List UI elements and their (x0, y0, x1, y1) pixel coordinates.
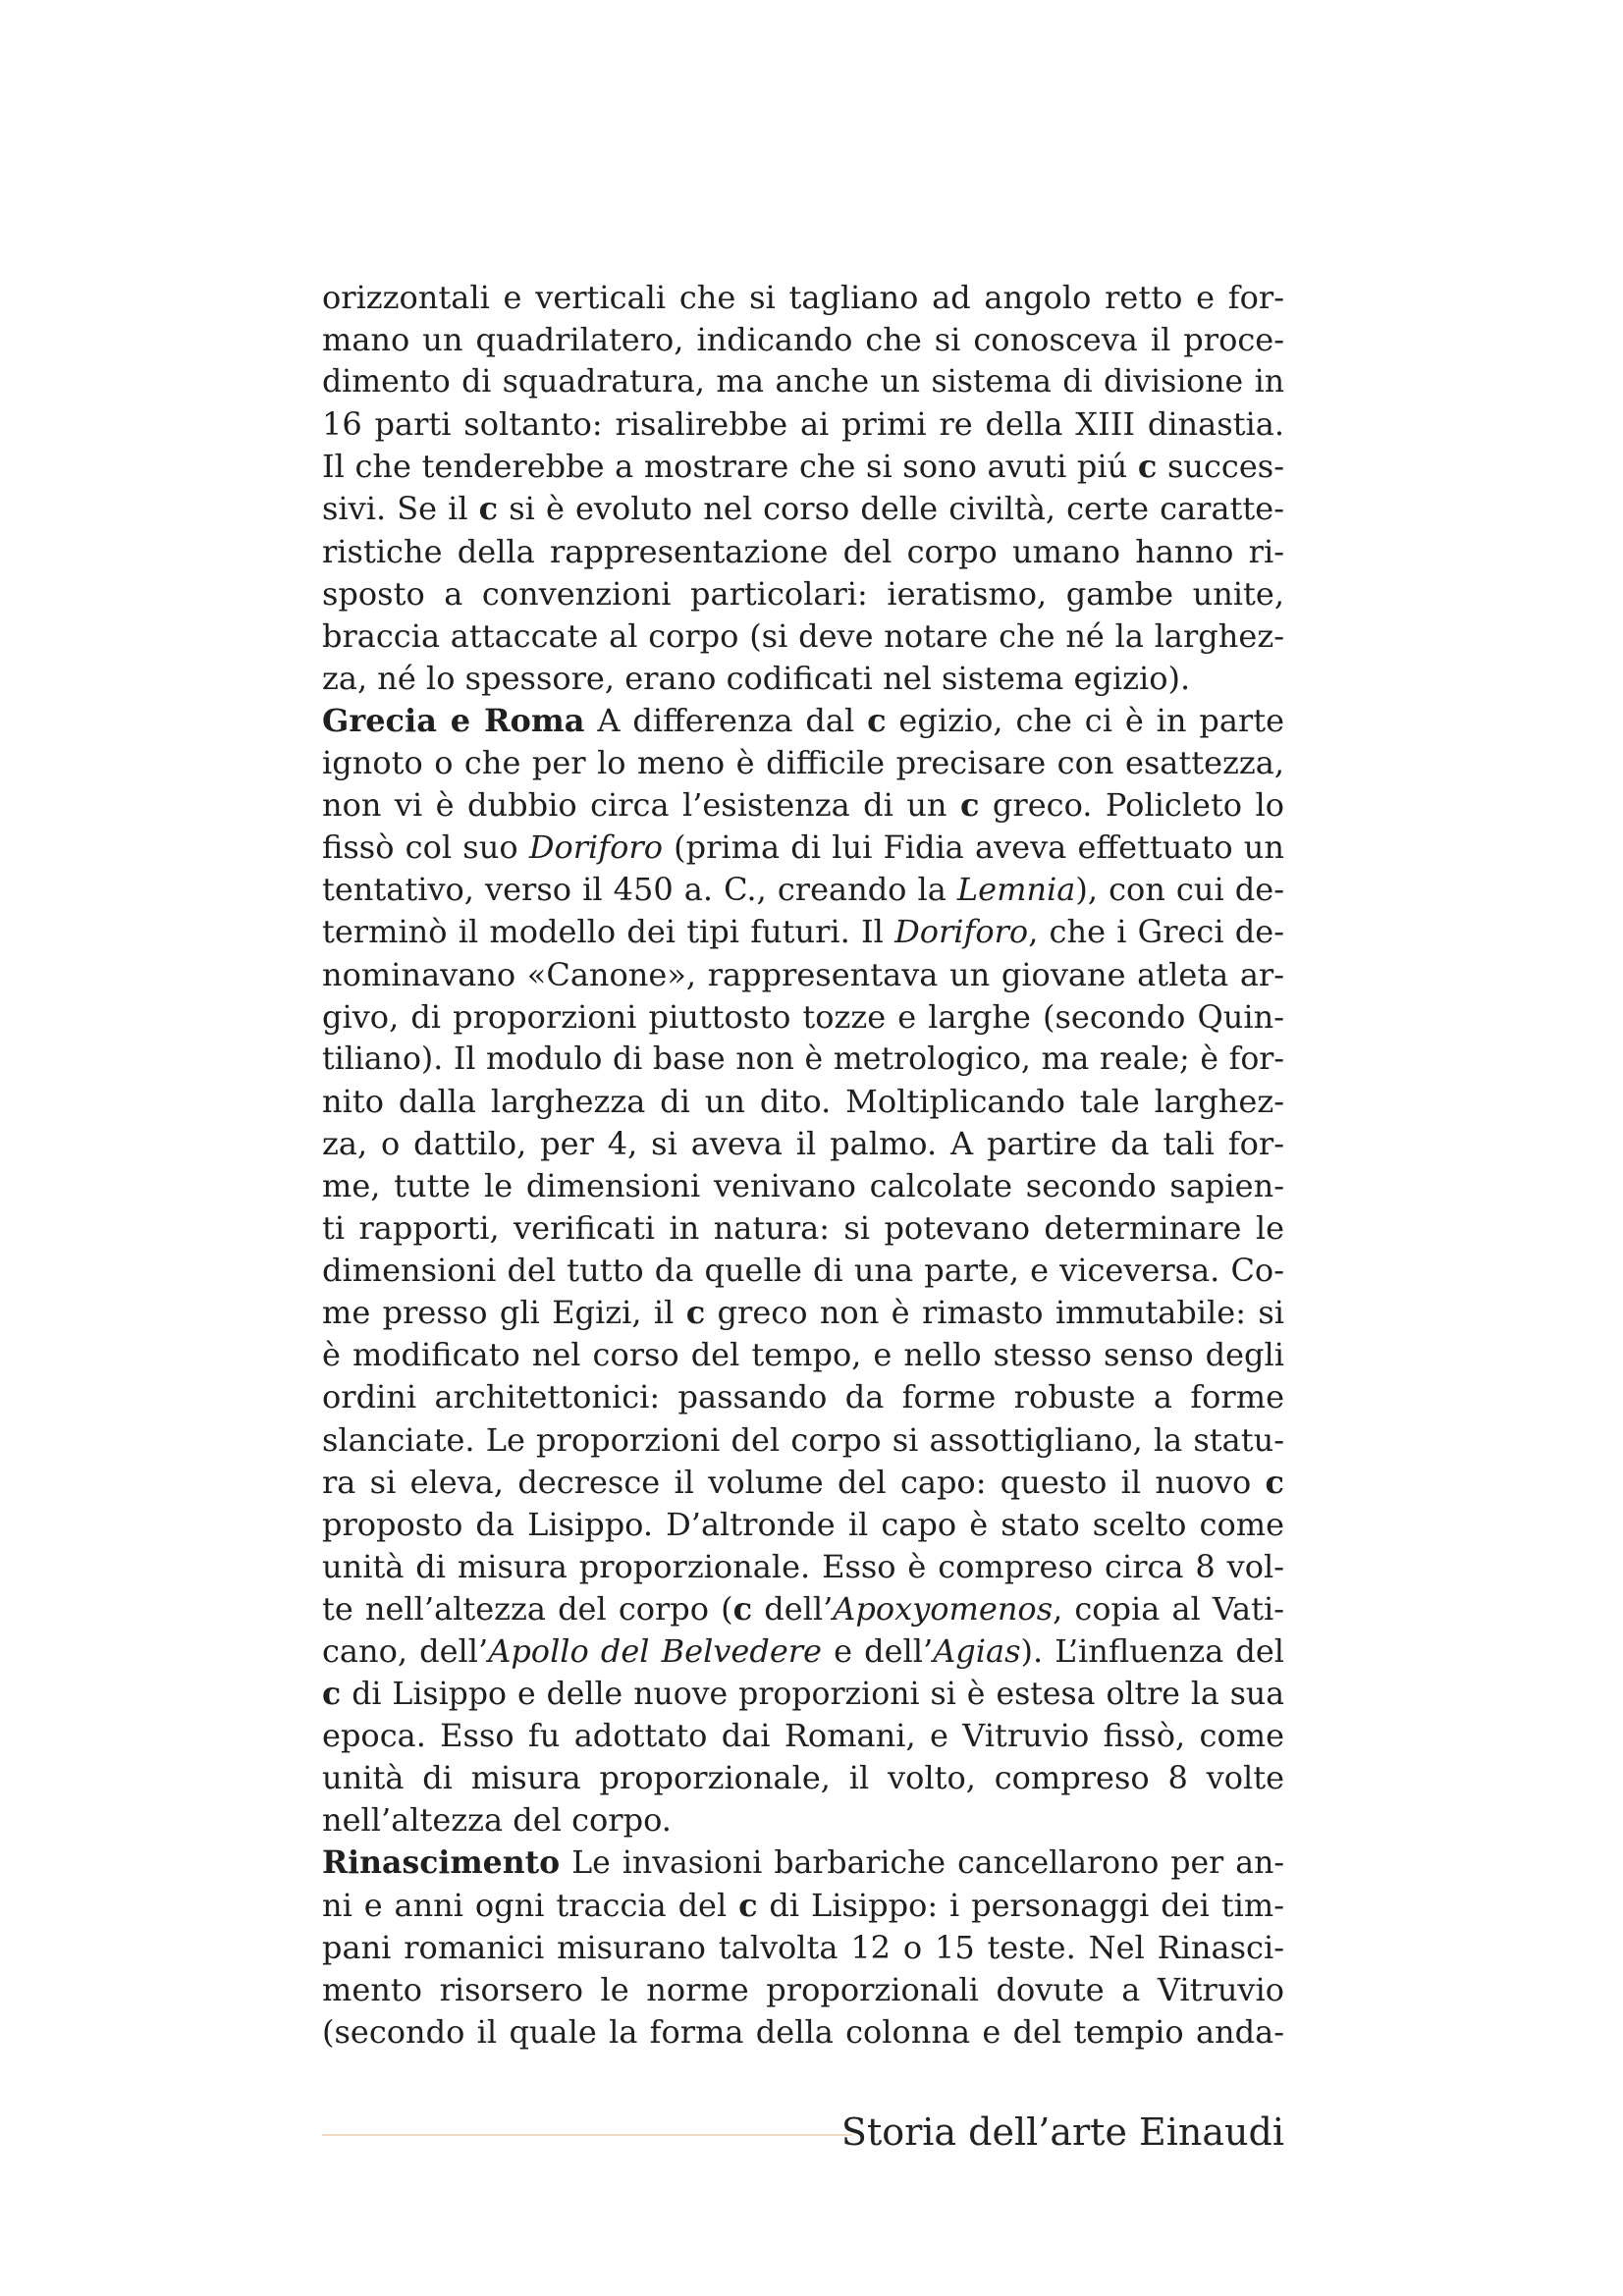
canon-abbrev: c (1265, 1463, 1284, 1501)
text-line: dimento di squadratura, ma anche un sistema di divisione in (322, 364, 1284, 400)
text-line: nito dalla larghezza di un dito. Moltiplicando tale larghez- (322, 1082, 1284, 1120)
text-line: non vi è dubbio circa l’esistenza di un c greco. Policleto lo (322, 786, 1285, 825)
text-line: ristiche della rappresentazione del corpo umano hanno ri- (322, 532, 1284, 570)
text-line: sivi. Se il c si è evoluto nel corso delle civiltà, certe caratte- (322, 490, 1284, 528)
work-title: Lemnia (956, 871, 1076, 909)
text-line: cano, dell’Apollo del Belvedere e dell’Agias). L’influenza del (322, 1632, 1285, 1670)
text-line: orizzontali e verticali che si tagliano ad angolo retto e for- (322, 279, 1284, 316)
text-line: tiliano). Il modulo di base non è metrologico, ma reale; è for- (322, 1041, 1284, 1077)
text-line: ordini architettonici: passando da forme robuste a forme (322, 1378, 1284, 1416)
footer-rule (322, 2134, 852, 2136)
canon-abbrev: c (867, 701, 887, 739)
text-line: za, o dattilo, per 4, si aveva il palmo. A partire da tali for- (322, 1124, 1284, 1162)
text-line: ignoto o che per lo meno è difficile precisare con esattezza, (322, 744, 1284, 782)
text-line: slanciate. Le proporzioni del corpo si assottigliano, la statu- (322, 1420, 1284, 1459)
text-line: epoca. Esso fu adottato dai Romani, e Vitruvio fissò, come (322, 1717, 1284, 1755)
text-line: fissò col suo Doriforo (prima di lui Fidia aveva effettuato un (322, 828, 1285, 867)
canon-abbrev: c (685, 1294, 706, 1332)
work-title: Doriforo (528, 828, 663, 867)
text-line: sposto a convenzioni particolari: ieratismo, gambe unite, (322, 574, 1284, 613)
text-line: proposto da Lisippo. D’altronde il capo è stato scelto come (322, 1505, 1284, 1543)
text-line: terminò il modello dei tipi futuri. Il Doriforo, che i Greci de- (322, 913, 1284, 951)
work-title: Agias (933, 1632, 1021, 1670)
text-line: ra si eleva, decresce il volume del capo: questo il nuovo c (322, 1463, 1284, 1501)
section-heading-grecia-e-roma: Grecia e Roma (322, 701, 585, 739)
text-line: ti rapporti, verificati in natura: si potevano determinare le (322, 1209, 1284, 1248)
text-line: Grecia e Roma A differenza dal c egizio, che ci è in parte (322, 701, 1285, 739)
text-line: nell’altezza del corpo. (322, 1801, 672, 1840)
text-line: è modificato nel corso del tempo, e nello stesso senso degli (322, 1336, 1284, 1374)
text-line: tentativo, verso il 450 a. C., creando la Lemnia), con cui de- (322, 871, 1285, 909)
canon-abbrev: c (1137, 448, 1158, 486)
text-line: ni e anni ogni traccia del c di Lisippo: i personaggi dei tim- (322, 1886, 1285, 1924)
canon-abbrev: c (738, 1886, 758, 1924)
canon-abbrev: c (960, 786, 980, 825)
work-title: Apoxyomenos (833, 1589, 1054, 1628)
text-line: Rinascimento Le invasioni barbariche cancellarono per an- (322, 1844, 1284, 1882)
text-line: (secondo il quale la forma della colonna e del tempio anda- (322, 2012, 1284, 2051)
text-line: c di Lisippo e delle nuove proporzioni si è estesa oltre la sua (322, 1676, 1284, 1713)
footer-publisher-label: Storia dell’arte Einaudi (840, 2110, 1284, 2154)
section-heading-rinascimento: Rinascimento (322, 1844, 561, 1882)
canon-abbrev: c (322, 1676, 342, 1713)
canon-abbrev: c (732, 1589, 753, 1628)
text-line: nominavano «Canone», rappresentava un giovane atleta ar- (322, 955, 1284, 993)
text-line: dimensioni del tutto da quelle di una parte, e viceversa. Co- (322, 1252, 1284, 1290)
text-line: me, tutte le dimensioni venivano calcolate secondo sapien- (322, 1166, 1284, 1204)
text-line: Il che tenderebbe a mostrare che si sono avuti piú c succes- (322, 448, 1284, 486)
text-line: unità di misura proporzionale. Esso è compreso circa 8 vol- (322, 1547, 1284, 1585)
text-line: pani romanici misurano talvolta 12 o 15 teste. Nel Rinasci- (322, 1928, 1284, 1966)
text-line: mano un quadrilatero, indicando che si conosceva il proce- (322, 321, 1284, 359)
text-line: givo, di proporzioni piuttosto tozze e larghe (secondo Quin- (322, 997, 1284, 1036)
text-line: braccia attaccate al corpo (si deve notare che né la larghez- (322, 616, 1284, 655)
text-line: 16 parti soltanto: risalirebbe ai primi re della XIII dinastia. (322, 405, 1284, 444)
text-line: me presso gli Egizi, il c greco non è rimasto immutabile: si (322, 1294, 1285, 1332)
canon-abbrev: c (478, 490, 499, 528)
body-text (322, 277, 1284, 2054)
text-line: unità di misura proporzionale, il volto, compreso 8 volte (322, 1759, 1284, 1797)
work-title: Apollo del Belvedere (488, 1632, 822, 1670)
work-title: Doriforo (894, 913, 1029, 951)
text-line: te nell’altezza del corpo (c dell’Apoxyomenos, copia al Vati- (322, 1589, 1285, 1628)
text-line: za, né lo spessore, erano codificati nel sistema egizio). (322, 659, 1191, 697)
text-line: mento risorsero le norme proporzionali dovute a Vitruvio (322, 1970, 1284, 2008)
